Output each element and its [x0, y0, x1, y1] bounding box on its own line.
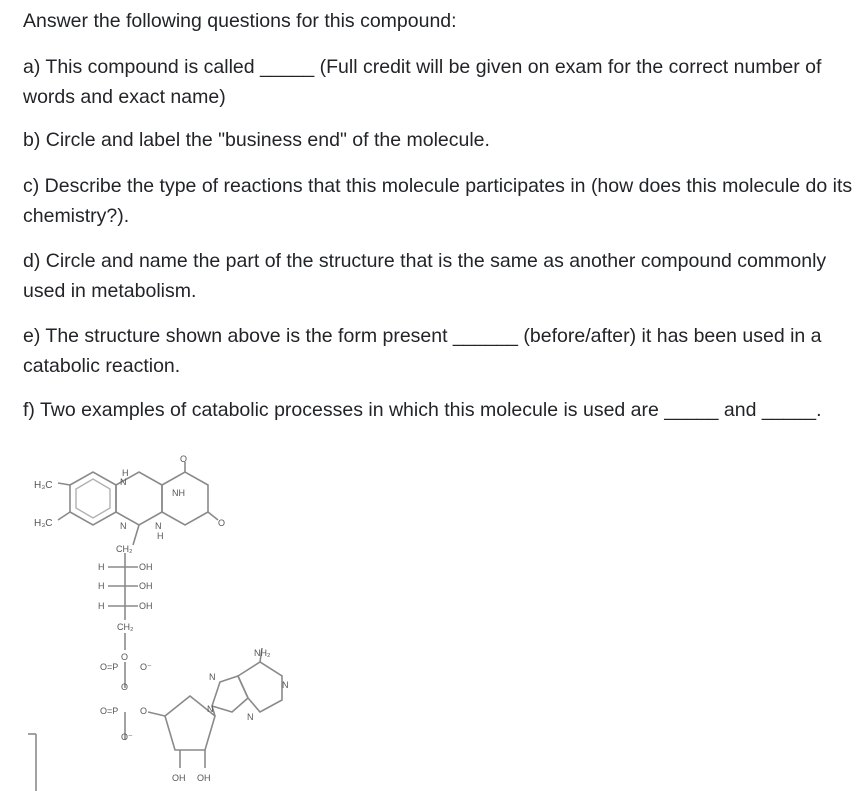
label-n-right: N — [155, 521, 162, 531]
label-p1-right: O⁻ — [140, 662, 152, 672]
label-adenine-n2: N — [282, 680, 289, 690]
label-h3c-top: H₃C — [34, 480, 53, 491]
question-d: d) Circle and name the part of the structure that is the same as another compound commonly used in metabolism. — [23, 250, 827, 302]
intro-text: Answer the following questions for this compound: — [23, 10, 457, 32]
question-c: c) Describe the type of reactions that this molecule participates in (how does this molecule do its chemistry?). — [23, 175, 853, 227]
adenine-rings — [212, 662, 282, 712]
question-f: f) Two examples of catabolic processes in which this molecule is used are _____ and _____. — [23, 399, 822, 421]
label-ch2-1: CH₂ — [116, 544, 133, 554]
label-adenine-n4: N — [247, 712, 254, 722]
label-p2-left: O=P — [100, 706, 119, 716]
label-oh-right: OH — [197, 773, 211, 783]
label-o-link1: O — [121, 652, 129, 662]
label-h2: H — [98, 581, 105, 591]
label-h3: H — [98, 601, 105, 611]
label-oh3: OH — [139, 601, 153, 611]
label-oh2: OH — [139, 581, 153, 591]
label-o-link2: O — [121, 682, 129, 692]
label-ch2-2: CH₂ — [117, 622, 134, 632]
label-n-top: N — [120, 477, 127, 487]
label-h3c-bottom: H₃C — [34, 518, 53, 529]
fad-structure-diagram — [0, 450, 860, 791]
label-adenine-n3: N — [207, 704, 214, 714]
label-o-top: O — [180, 454, 188, 464]
label-h-right: H — [157, 531, 164, 541]
label-o-minus: O⁻ — [121, 732, 133, 742]
label-adenine-n1: N — [209, 672, 216, 682]
label-h1: H — [98, 562, 105, 572]
label-nh-right: NH — [172, 488, 185, 498]
flavin-ring-system — [70, 472, 208, 525]
question-e: e) The structure shown above is the form present ______ (before/after) it has been used in a catabolic reaction. — [23, 325, 822, 377]
question-b: b) Circle and label the "business end" of the molecule. — [23, 129, 490, 151]
label-p1-left: O=P — [100, 662, 119, 672]
question-a: a) This compound is called _____ (Full credit will be given on exam for the correct number of words and exact name) — [23, 56, 822, 108]
label-o-right: O — [218, 518, 226, 528]
label-oh-left: OH — [172, 773, 186, 783]
label-n-left: N — [120, 521, 127, 531]
label-p2-o: O — [140, 706, 148, 716]
label-nh2: NH₂ — [254, 648, 271, 658]
label-oh1: OH — [139, 562, 153, 572]
label-n-h-top: H — [122, 468, 129, 478]
